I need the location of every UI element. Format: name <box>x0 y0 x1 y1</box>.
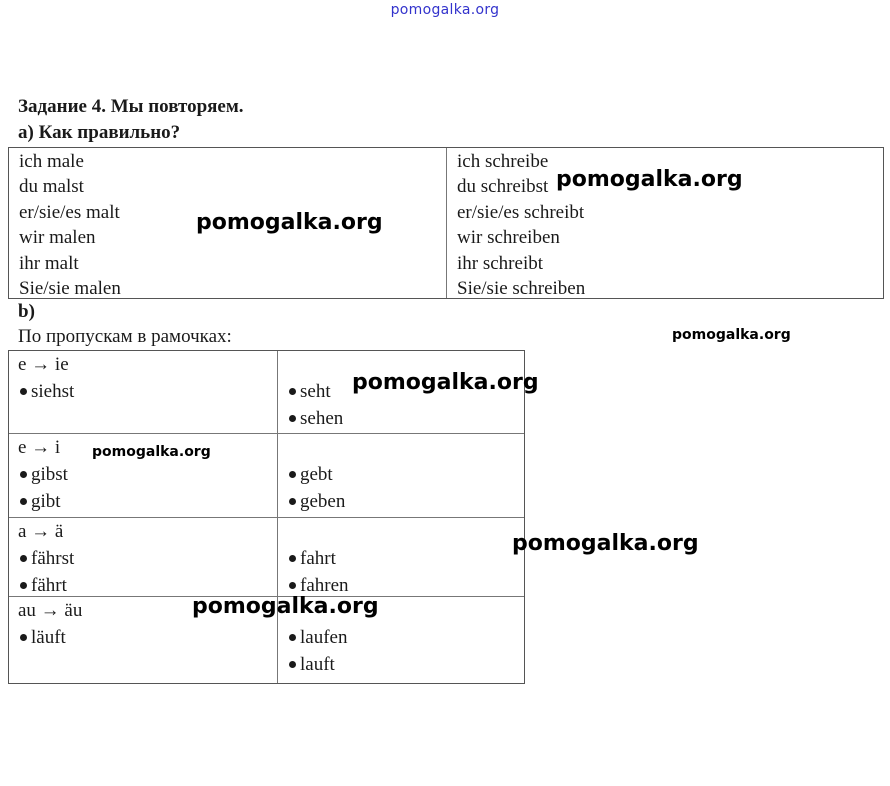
vowel-rule: e → ie <box>18 354 69 375</box>
watermark-text: pomogalka.org <box>512 531 699 556</box>
bullet-icon <box>289 415 296 422</box>
bullet-icon <box>20 388 27 395</box>
verb-form <box>18 378 277 405</box>
vowel-rule: a → ä <box>18 521 64 542</box>
vowel-change-cell <box>9 518 278 596</box>
bullet-icon <box>20 471 27 478</box>
verb-form-text: laufen <box>300 627 348 648</box>
conjugation-row: Sie/sie malen <box>19 278 121 300</box>
conjugation-row: du malst <box>19 176 84 198</box>
conjugation-row: ich male <box>19 151 84 172</box>
conjugation-row: wir schreiben <box>457 227 560 249</box>
bullet-icon <box>20 582 27 589</box>
watermark-text: pomogalka.org <box>192 594 379 619</box>
verb-form <box>287 461 524 488</box>
verb-form-text: fährst <box>31 548 75 569</box>
conjugation-row: ihr malt <box>19 252 79 274</box>
watermark-text: pomogalka.org <box>672 327 791 343</box>
verb-form-text: läuft <box>31 627 66 648</box>
bullet-icon <box>289 471 296 478</box>
verb-form-text: fährt <box>31 575 67 596</box>
verb-form-text: lauft <box>300 654 335 675</box>
vowel-change-table <box>8 350 525 684</box>
conjugation-row: er/sie/es schreibt <box>457 201 585 223</box>
bullet-icon <box>20 498 27 505</box>
conjugation-row: er/sie/es malt <box>19 201 120 223</box>
bullet-icon <box>20 634 27 641</box>
bullet-icon <box>289 634 296 641</box>
verb-form-text: fahrt <box>300 548 336 569</box>
verb-form-text: fahren <box>300 575 349 596</box>
bullet-icon <box>289 582 296 589</box>
vowel-change-cell <box>9 351 278 433</box>
verb-form <box>287 624 524 651</box>
verb-form <box>18 461 277 488</box>
verb-form-text: gibt <box>31 491 61 512</box>
regular-form-cell <box>278 434 524 517</box>
bullet-icon <box>289 661 296 668</box>
bullet-icon <box>20 555 27 562</box>
verb-form-text: siehst <box>31 381 75 402</box>
verb-form <box>287 545 524 572</box>
verb-form <box>287 405 524 432</box>
table-row <box>9 518 524 597</box>
verb-form-text: sehen <box>300 408 344 429</box>
conjugation-row: du schreibst <box>457 176 549 198</box>
vowel-rule: e → i <box>18 437 61 458</box>
verb-form <box>18 624 277 651</box>
watermark-text: pomogalka.org <box>92 444 211 460</box>
verb-form <box>18 488 277 515</box>
watermark-text: pomogalka.org <box>556 167 743 192</box>
bullet-icon <box>289 555 296 562</box>
verb-form <box>18 545 277 572</box>
bullet-icon <box>289 498 296 505</box>
regular-form-cell <box>278 518 524 596</box>
verb-form <box>287 651 524 678</box>
conjugation-row: ihr schreibt <box>457 252 544 274</box>
watermark-text: pomogalka.org <box>196 210 383 235</box>
table-row <box>9 434 524 518</box>
conjugation-row: Sie/sie schreiben <box>457 278 586 300</box>
verb-form-text: gebt <box>300 464 333 485</box>
part-b-instruction: По пропускам в рамочках: <box>18 326 232 347</box>
verb-form-text: gibst <box>31 464 68 485</box>
vowel-rule: au → äu <box>18 600 83 621</box>
conjugation-table <box>8 147 884 299</box>
conjugation-row: ich schreibe <box>457 151 549 172</box>
verb-form <box>287 488 524 515</box>
verb-form-text: geben <box>300 491 346 512</box>
bullet-icon <box>289 388 296 395</box>
verb-form-text: seht <box>300 381 331 402</box>
part-a-label: а) Как правильно? <box>18 122 181 143</box>
top-watermark: pomogalka.org <box>390 2 500 18</box>
part-b-label: b) <box>18 301 35 322</box>
watermark-text: pomogalka.org <box>352 370 539 395</box>
conjugation-row: wir malen <box>19 227 96 249</box>
task-title: Задание 4. Мы повторяем. <box>18 96 244 117</box>
